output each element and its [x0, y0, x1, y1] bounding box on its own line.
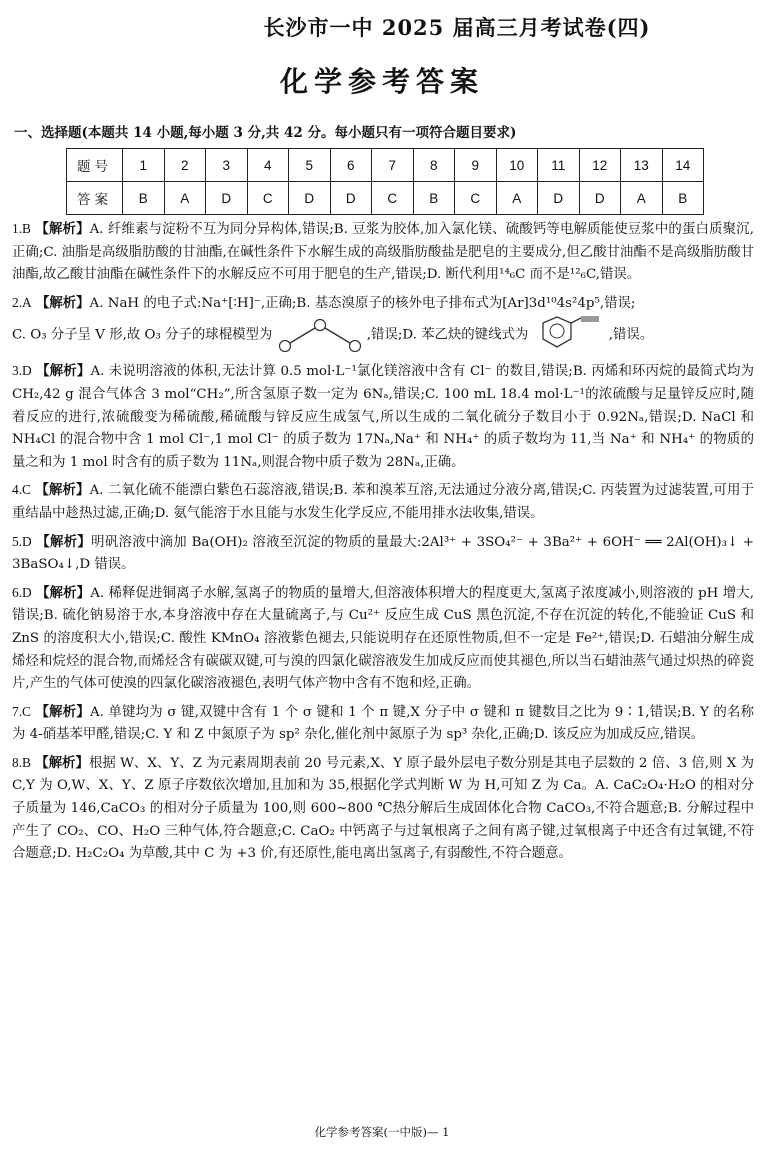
table-cell: A [496, 182, 538, 215]
table-cell: 13 [621, 149, 663, 182]
table-cell: C [372, 182, 414, 215]
table-cell: 4 [247, 149, 289, 182]
question-number: 4.C [12, 482, 31, 498]
table-cell: 6 [330, 149, 372, 182]
question-number: 5.D [12, 533, 32, 549]
question-7 [12, 701, 754, 747]
question-text: A. 单键均为 σ 键,双键中含有 1 个 σ 键和 1 个 π 键,X 分子中 σ 键和 π 键数目之比为 9∶1,错误;B. Y 的名称为 4-硝基苯甲醛,错误;C. Y 和 Z 中氮原子为 sp² 杂化,催化剂中氮原子为 sp³ 杂化,正确;D. 该反应为加成反应,错误。 [12, 704, 755, 743]
question-number: 3.D [12, 363, 32, 379]
question-text: 明矾溶液中滴加 Ba(OH)₂ 溶液至沉淀的物质的量最大:2Al³⁺ + 3SO₄²⁻ + 3Ba²⁺ + 6OH⁻ ══ 2Al(OH)₃↓ + 3BaSO₄↓,D 错误。 [12, 534, 755, 573]
table-cell: 8 [413, 149, 455, 182]
table-cell: D [330, 182, 372, 215]
table-cell: 14 [662, 149, 704, 182]
table-cell: D [579, 182, 621, 215]
answer-explanations [12, 218, 754, 871]
row-label-answer: 答案 [67, 182, 123, 215]
question-number: 8.B [12, 754, 31, 770]
answer-table [66, 148, 704, 215]
table-cell: C [455, 182, 497, 215]
table-cell: 9 [455, 149, 497, 182]
table-cell: 7 [372, 149, 414, 182]
table-cell: D [538, 182, 580, 215]
table-cell: 1 [123, 149, 165, 182]
table-cell: B [662, 182, 704, 215]
table-row-numbers [67, 149, 704, 182]
question-text: 根据 W、X、Y、Z 为元素周期表前 20 号元素,X、Y 原子最外层电子数分别是其电子层数的 2 倍、3 倍,则 X 为 C,Y 为 O,W、X、Y、Z 原子序数依次增加,且加和为 35,根据化学式判断 W 为 H,可知 Z 为 Ca。A. CaC₂O₄·H₂O 的相对分子质量为 146,CaCO₃ 的相对分子质量为 100,则 600~800 ℃热分解后生成固体化合物 CaCO₃,不符合题意;B. 分解过程中产生了 CO₂、CO、H₂O 三种气体,符合题意;C. CaO₂ 中钙离子与过氧根离子之间有离子键,过氧根离子中还含有过氧键,不符合题意;D. H₂C₂O₄ 为草酸,其中 C 为 +3 价,有还原性,能电离出氢离子,有弱酸性,不符合题意。 [12, 755, 755, 862]
table-cell: 12 [579, 149, 621, 182]
table-cell: 3 [206, 149, 248, 182]
table-cell: 2 [164, 149, 206, 182]
question-3 [12, 360, 754, 474]
question-text: C. O₃ 分子呈 V 形,故 O₃ 分子的球棍模型为 [12, 327, 273, 343]
analysis-tag: 【解析】 [36, 533, 92, 550]
table-cell: B [413, 182, 455, 215]
table-cell: 11 [538, 149, 580, 182]
question-text: ,错误。 [608, 327, 654, 343]
table-cell: D [206, 182, 248, 215]
analysis-tag: 【解析】 [35, 221, 90, 237]
question-2 [12, 292, 754, 356]
question-text: ,错误;D. 苯乙炔的键线式为 [366, 327, 529, 343]
header-title: 长沙市一中 2025 届高三月考试卷(四) [263, 15, 651, 40]
page-title: 化学参考答案 [279, 65, 484, 98]
row-label-number: 题号 [67, 149, 123, 182]
question-text: A. 纤维素与淀粉不互为同分异构体,错误;B. 豆浆为胶体,加入氯化镁、硫酸钙等电解质能使豆浆中的蛋白质聚沉,正确;C. 油脂是高级脂肪酸的甘油酯,在碱性条件下水解生成的高级脂肪酸盐是肥皂的主要成分,但乙酸甘油酯不是高级脂肪酸甘油酯,故乙酸甘油酯在碱性条件下的水解反应不可用于肥皂的生产,错误;D. 断代利用¹⁴₆C 而不是¹²₆C,错误。 [12, 222, 754, 283]
analysis-tag: 【解析】 [36, 584, 91, 601]
table-cell: A [621, 182, 663, 215]
table-cell: A [164, 182, 206, 215]
table-cell: C [247, 182, 289, 215]
phenylacetylene-structure [533, 315, 605, 355]
question-6 [12, 582, 754, 696]
table-cell: D [289, 182, 331, 215]
question-number: 7.C [12, 703, 31, 719]
question-text: A. NaH 的电子式:Na⁺[∶H]⁻,正确;B. 基态溴原子的核外电子排布式为[Ar]3d¹⁰4s²4p⁵,错误; [89, 295, 636, 311]
table-cell: 10 [496, 149, 538, 182]
question-number: 1.B [12, 221, 31, 236]
analysis-tag: 【解析】 [35, 482, 90, 499]
analysis-tag: 【解析】 [35, 294, 90, 311]
analysis-tag: 【解析】 [36, 363, 91, 380]
question-number: 2.A [12, 294, 32, 310]
question-text: A. 未说明溶液的体积,无法计算 0.5 mol·L⁻¹氯化镁溶液中含有 Cl⁻ 的数目,错误;B. 丙烯和环丙烷的最简式均为 CH₂,42 g 混合气体含 3 mol“CH₂”,所含氢原子数一定为 6Nₐ,错误;C. 100 mL 18.4 mol·L⁻¹的浓硫酸与足量锌反应时,随着反应的进行,浓硫酸变为稀硫酸,稀硫酸与锌反应生成氢气,所以生成的二氧化硫分子数目小于 0.92Nₐ,错误;D. NaCl 和 NH₄Cl 的混合物中含 1 mol Cl⁻,1 mol Cl⁻ 的质子数为 17Nₐ,Na⁺ 和 NH₄⁺ 的质子数均为 11,当 Na⁺ 和 NH₄⁺ 的物质的量之和为 1 mol 时含有的质子数为 11Nₐ,则混合物中质子数为 28Nₐ,正确。 [12, 364, 754, 470]
question-text: A. 稀释促进铜离子水解,氢离子的物质的量增大,但溶液体积增大的程度更大,氢离子浓度减小,则溶液的 pH 增大,错误;B. 硫化钠易溶于水,本身溶液中存在大量硫离子,与 Cu²⁺ 反应生成 CuS 黑色沉淀,不存在沉淀的转化,不能验证 CuS 和 ZnS 的溶度积大小,错误;C. 酸性 KMnO₄ 溶液紫色褪去,只能说明存在还原性物质,但不一定是 Fe²⁺,错误;D. 石蜡油分解生成烯烃和烷烃的混合物,而烯烃含有碳碳双键,可与溴的四氯化碳溶液发生加成反应而使其褪色,所以当石蜡油蒸气通过炽热的碎瓷片,产生的气体可使溴的四氯化碳溶液褪色,表明气体产物中含有不饱和烃,正确。 [12, 585, 755, 692]
analysis-tag: 【解析】 [35, 703, 90, 720]
table-row-answers [67, 182, 704, 215]
question-number: 6.D [12, 584, 32, 600]
section-heading: 一、选择题(本题共 14 小题,每小题 3 分,共 42 分。每小题只有一项符合题目要求) [14, 125, 517, 141]
question-4 [12, 479, 754, 525]
analysis-tag: 【解析】 [35, 754, 89, 771]
question-8 [12, 752, 754, 866]
question-1 [12, 218, 754, 287]
ozone-ball-stick-model [277, 318, 363, 352]
question-text: A. 二氧化硫不能漂白紫色石蕊溶液,错误;B. 苯和溴苯互溶,无法通过分液分离,错误;C. 丙装置为过滤装置,可用于重结晶中趁热过滤,正确;D. 氨气能溶于水且能与水发生化学反应,不能用排水法收集,错误。 [12, 483, 754, 521]
page-footer: 化学参考答案(一中版)— 1 [314, 1125, 450, 1139]
table-cell: 5 [289, 149, 331, 182]
table-cell: B [123, 182, 165, 215]
question-5 [12, 531, 754, 577]
